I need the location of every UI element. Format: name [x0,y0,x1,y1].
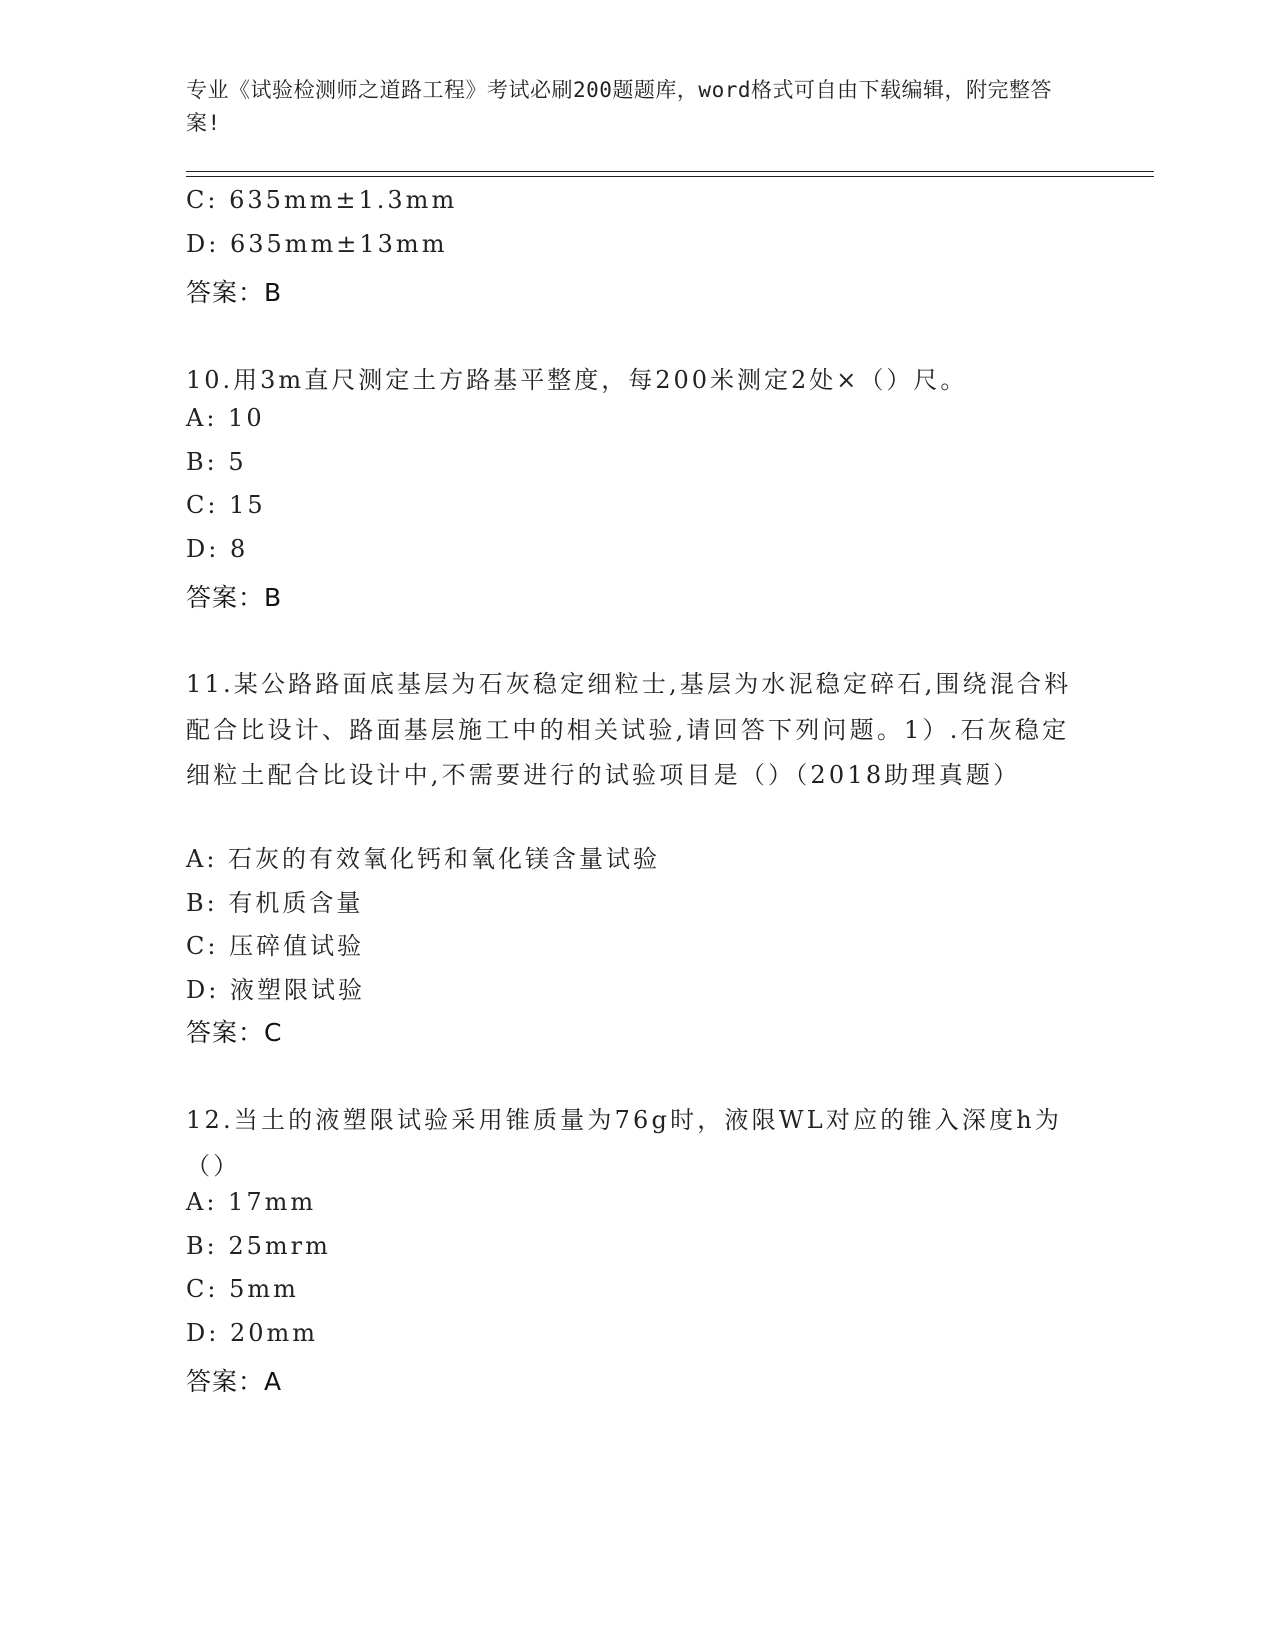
q9-answer: 答案：B [186,278,283,307]
q10-option-c: C: 15 [186,491,266,519]
q11-answer: 答案：C [186,1018,283,1047]
q12-option-c: C: 5mm [186,1275,299,1303]
q11-stem: 11.某公路路面底基层为石灰稳定细粒士,基层为水泥稳定碎石,围绕混合料配合比设计、路面基层施工中的相关试验,请回答下列问题。1）.石灰稳定细粒土配合比设计中,不需要进行的试验项目是（）（2018助理真题） [186,670,1072,789]
q10-answer: 答案：B [186,583,283,612]
document-header: 专业《试验检测师之道路工程》考试必刷200题题库，word格式可自由下载编辑，附完整答案! [186,78,1052,135]
q12-answer: 答案：A [186,1367,283,1396]
q11-option-b: B: 有机质含量 [186,889,364,917]
q12-option-b: B: 25mrm [186,1232,331,1260]
q12-option-a: A: 17mm [186,1188,317,1216]
q11-option-c: C: 压碎值试验 [186,932,365,960]
q9-option-d: D: 635mm±13mm [186,230,448,258]
q11-option-d: D: 液塑限试验 [186,976,365,1004]
q11-option-a: A: 石灰的有效氧化钙和氧化镁含量试验 [186,845,661,873]
q10-stem: 10.用3m直尺测定土方路基平整度，每200米测定2处×（）尺。 [186,366,968,394]
q12-option-d: D: 20mm [186,1319,319,1347]
q10-option-a: A: 10 [186,404,265,432]
q9-option-c: C: 635mm±1.3mm [186,186,458,214]
q10-option-b: B: 5 [186,448,247,476]
q10-option-d: D: 8 [186,535,249,563]
header-divider-bottom [186,176,1154,177]
header-divider-top [186,171,1154,172]
q12-stem: 12.当土的液塑限试验采用锥质量为76g时，液限WL对应的锥入深度h为（） [186,1106,1063,1180]
